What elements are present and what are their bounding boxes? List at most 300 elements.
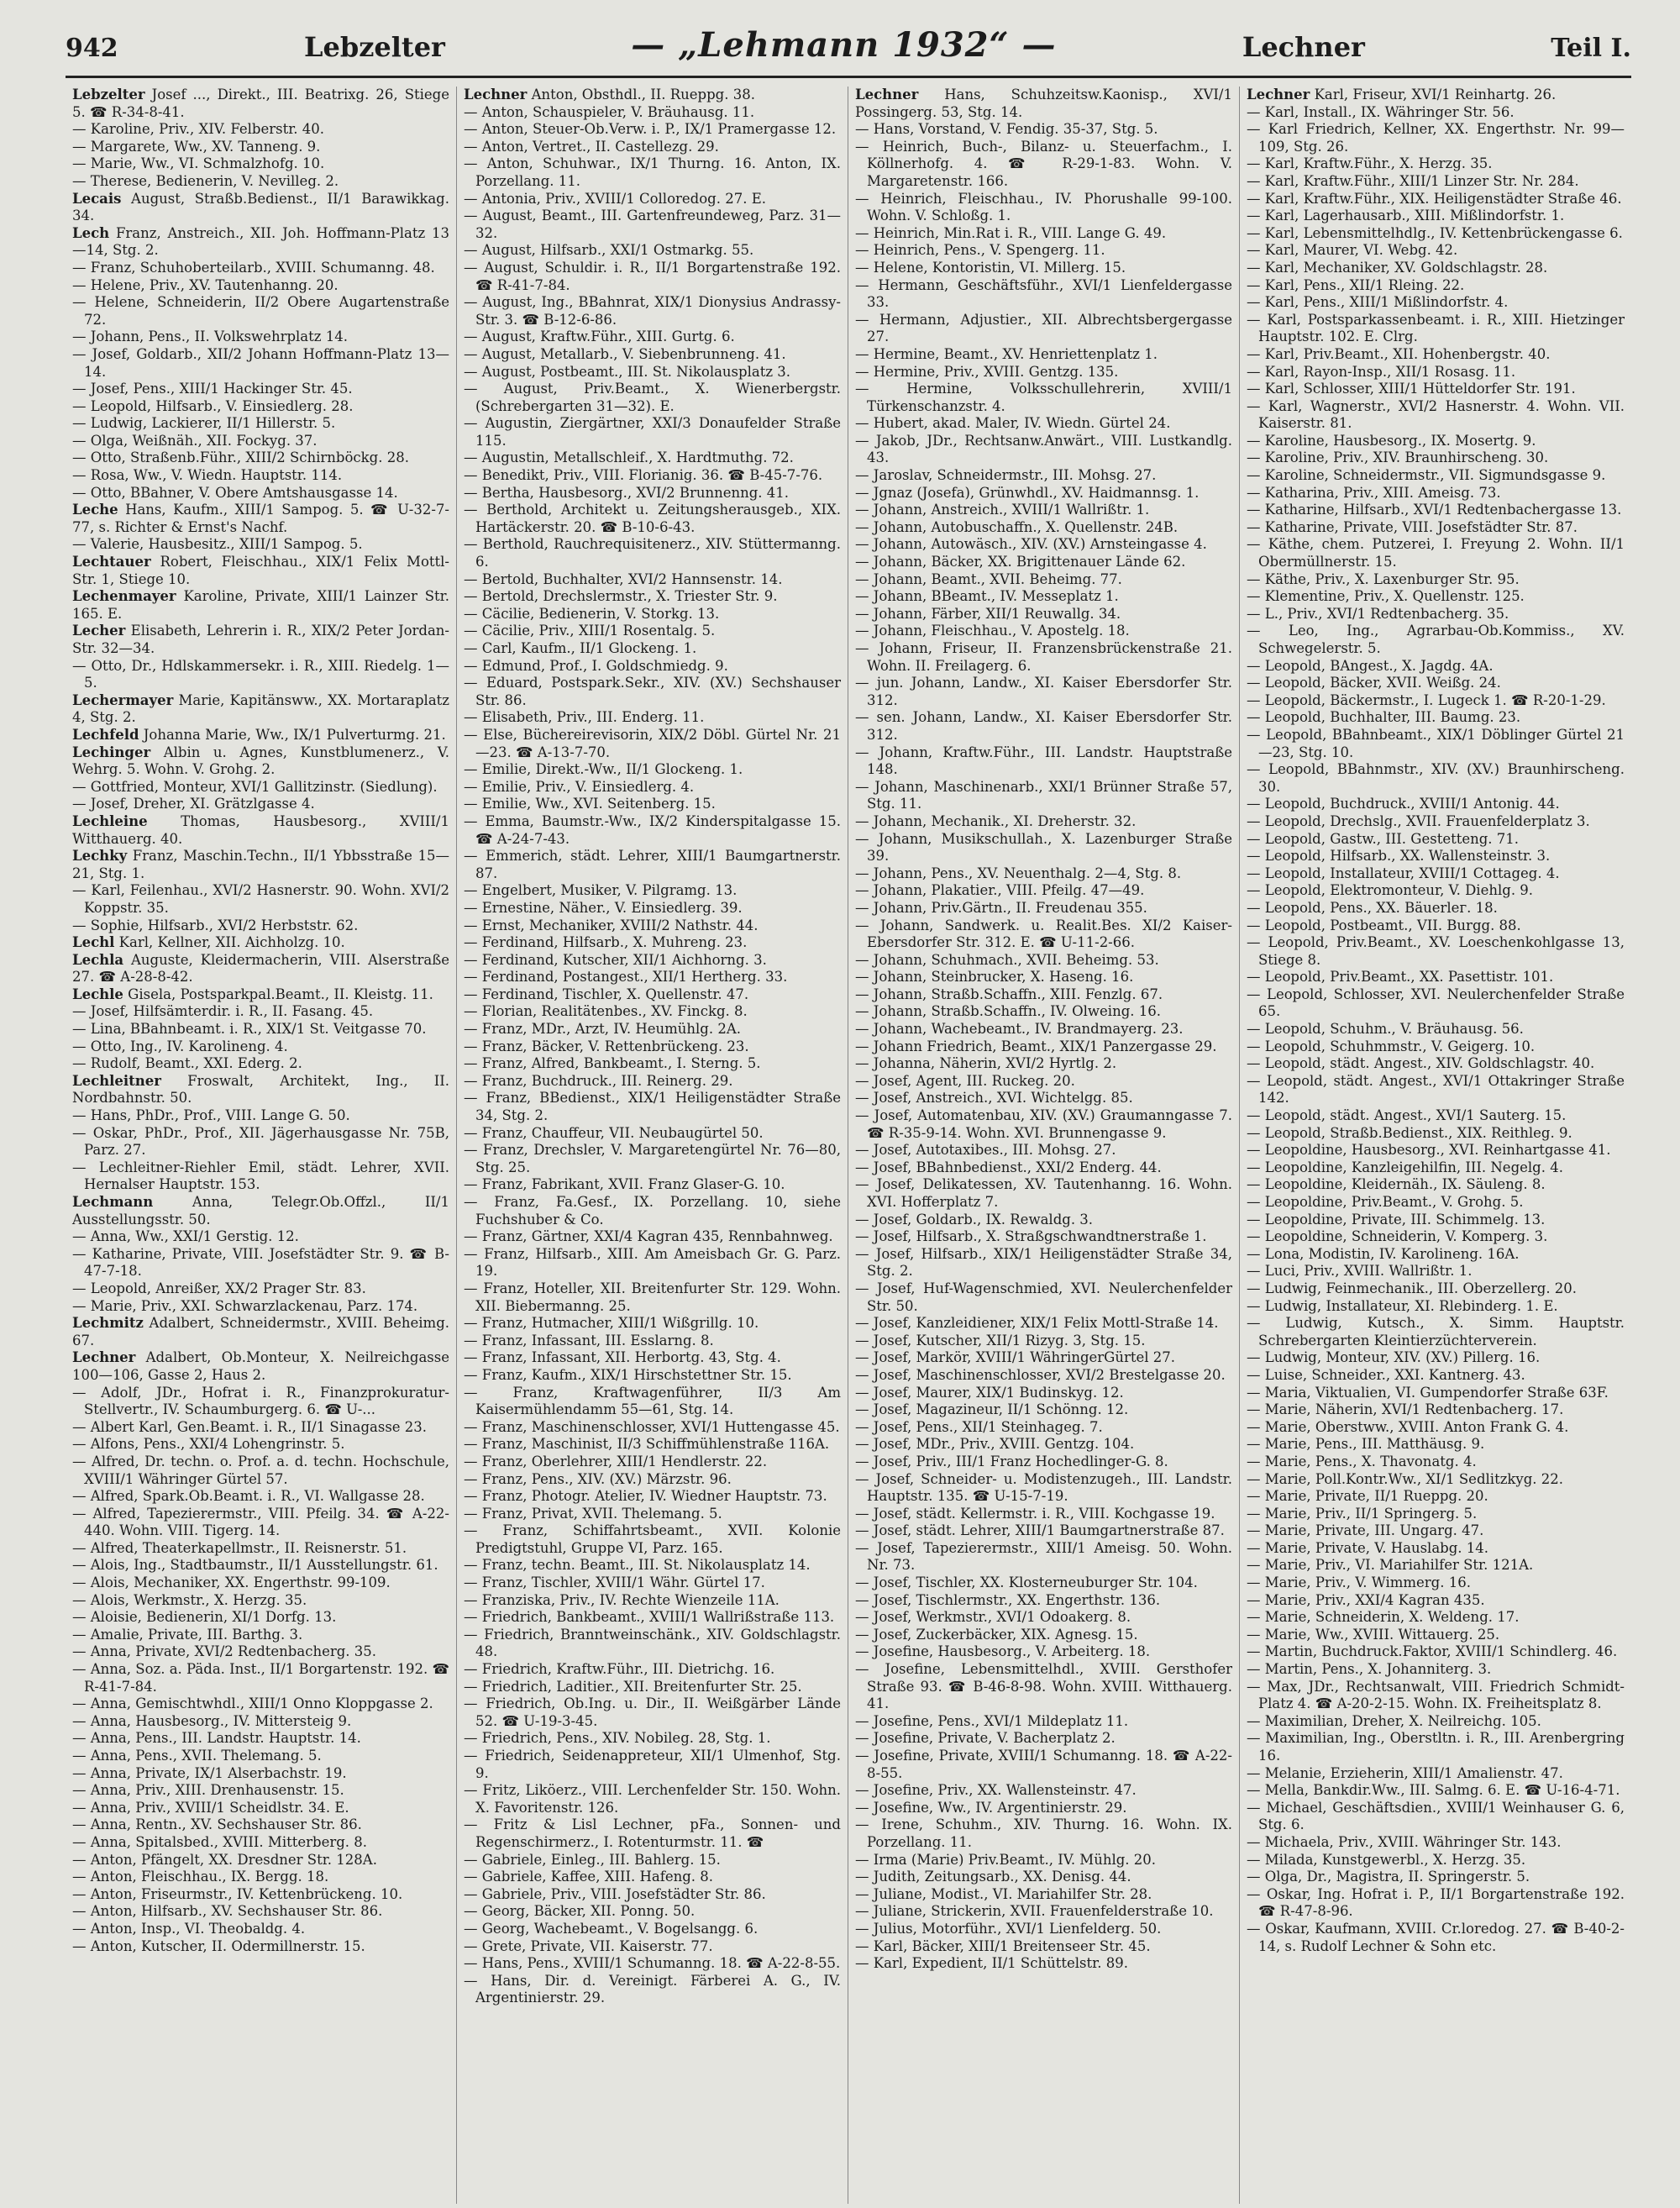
entry-text: — Amalie, Private, III. Barthg. 3. [72,1626,303,1643]
entry-text: — Franziska, Priv., IV. Rechte Wienzeile 11A. [464,1591,780,1608]
directory-entry [72,1921,449,1938]
entry-surname: Lechle [72,986,123,1002]
entry-text: — Gottfried, Monteur, XVI/1 Gallitzinstr. (Siedlung). [72,778,438,795]
entry-text: — Ludwig, Feinmechanik., III. Oberzellerg. 20. [1247,1280,1578,1296]
entry-text: — Leopold, Schuhmmstr., V. Geigerg. 10. [1247,1038,1536,1054]
directory-entry [1247,294,1625,312]
entry-text: Anna, Telegr.Ob.Offzl., II/1 Ausstellungsstr. 50. [72,1194,449,1228]
directory-entry [855,1782,1232,1800]
directory-entry [464,1695,841,1730]
entry-text: — Cäcilie, Priv., XIII/1 Rosentalg. 5. [464,623,716,639]
directory-entry [464,449,841,467]
entry-text: — Jakob, JDr., Rechtsanw.Anwärt., VIII. Lustkandlg. 43. [855,432,1232,466]
entry-text: — Leopold, Postbeamt., VII. Burgg. 88. [1247,917,1521,933]
entry-text: — Ernst, Mechaniker, XVIII/2 Nathstr. 44. [464,917,759,933]
directory-entry [72,173,449,191]
directory-entry [464,1609,841,1627]
directory-entry [1247,1643,1625,1661]
entry-text: — Käthe, chem. Putzerei, I. Freyung 2. Wohn. II/1 Obermüllnerstr. 15. [1247,536,1625,570]
directory-entry [464,87,841,104]
entry-text: — Marie, Priv., XXI. Schwarzlackenau, Parz. 174. [72,1297,418,1314]
directory-entry [855,312,1232,346]
directory-entry [855,1816,1232,1851]
directory-entry [72,433,449,450]
entry-text: — Fritz & Lisl Lechner, pFa., Sonnen- und Regenschirmerz., I. Rotenturmstr. 11. ☎ [464,1816,841,1850]
entry-text: — Ludwig, Lackierer, II/1 Hillerstr. 5. [72,415,336,432]
directory-entry [72,779,449,796]
entry-surname: Lechner [72,1349,136,1366]
entry-text: — Josef, Autotaxibes., III. Mohsg. 27. [855,1142,1116,1159]
directory-columns [66,87,1631,2204]
entry-text: — Josef, Werkmstr., XVI/1 Odoakerg. 8. [855,1609,1131,1626]
directory-entry [464,848,841,882]
directory-entry [1247,1212,1625,1229]
entry-text: — Friedrich, Branntweinschänk., XIV. Goldschlagstr. 48. [464,1626,841,1660]
entry-text: — Anna, Gemischtwhdl., XIII/1 Onno Kloppgasse 2. [72,1695,433,1712]
entry-text: — Emilie, Ww., XVI. Seitenberg. 15. [464,796,716,812]
entry-text: — Katharina, Priv., XIII. Ameisg. 73. [1247,484,1501,501]
directory-entry [855,1107,1232,1142]
directory-entry [855,1869,1232,1886]
directory-entry [72,1038,449,1056]
entry-surname: Lechfeld [72,726,139,743]
directory-entry [855,1315,1232,1333]
directory-entry [72,1816,449,1834]
entry-text: — Oskar, Kaufmann, XVIII. Cr.loredog. 27. ☎ B-40-2-14, s. Rudolf Lechner & Sohn etc. [1247,1920,1625,1954]
directory-entry [464,1748,841,1782]
directory-entry [464,1003,841,1021]
directory-entry [1247,865,1625,883]
directory-entry [72,139,449,156]
directory-entry [72,449,449,467]
entry-text: — Irene, Schuhm., XIV. Thurng. 16. Wohn. IX. Porzellang. 11. [855,1816,1232,1850]
entry-text: — Leopold, Bäcker, XVII. Weißg. 24. [1247,675,1501,691]
entry-text: — Antonia, Priv., XVIII/1 Colloredog. 27. E. [464,190,766,207]
directory-entry [72,1782,449,1800]
entry-text: — Albert Karl, Gen.Beamt. i. R., II/1 Sinagasse 23. [72,1418,428,1435]
entry-text: August, Straßb.Bedienst., II/1 Barawikkag. 34. [72,190,449,224]
entry-text: — Leopold, städt. Angest., XIV. Goldschlagstr. 40. [1247,1055,1595,1072]
entry-text: — Marie, Ww., VI. Schmalzhofg. 10. [72,155,325,172]
entry-text: — Otto, BBahner, V. Obere Amtshausgasse 14. [72,484,398,501]
entry-text: — Leopoldine, Private, III. Schimmelg. 13. [1247,1211,1546,1228]
directory-entry [1247,1713,1625,1731]
directory-entry [1247,312,1625,346]
directory-entry [855,1609,1232,1627]
entry-text: — Georg, Bäcker, XII. Ponng. 50. [464,1903,696,1920]
entry-text: — Leo, Ing., Agrarbau-Ob.Kommiss., XV. Schwegelerstr. 5. [1247,623,1625,656]
directory-entry [1247,1488,1625,1506]
directory-entry [855,554,1232,571]
directory-entry [855,433,1232,467]
directory-entry [1247,1401,1625,1419]
entry-text: — Emilie, Direkt.-Ww., II/1 Glockeng. 1. [464,761,743,778]
directory-entry [1247,900,1625,917]
entry-surname: Lechenmayer [72,588,176,605]
directory-entry [464,1280,841,1315]
entry-surname: Lecais [72,190,122,207]
directory-entry [1247,433,1625,450]
entry-text: — Josef, Delikatessen, XV. Tautenhanng. 16. Wohn. XVI. Hofferplatz 7. [855,1176,1232,1210]
directory-entry [1247,1540,1625,1558]
entry-text: — jun. Johann, Landw., XI. Kaiser Ebersdorfer Str. 312. [855,675,1232,708]
directory-entry [464,485,841,502]
directory-entry [464,1471,841,1489]
entry-text: — Leopoldine, Kanzleigehilfin, III. Negelg. 4. [1247,1159,1563,1175]
entry-text: — Hans, Vorstand, V. Fendig. 35-37, Stg. 5. [855,121,1158,138]
directory-entry [1247,1921,1625,1955]
entry-text: — Anna, Priv., XIII. Drenhausenstr. 15. [72,1782,344,1799]
entry-text: — Josefine, Pens., XVI/1 Mildeplatz 11. [855,1712,1129,1729]
directory-entry [72,1834,449,1852]
entry-text: — Johanna, Näherin, XVI/2 Hyrtlg. 2. [855,1055,1117,1072]
entry-text: — Else, Büchereirevisorin, XIX/2 Döbl. Gürtel Nr. 21—23. ☎ A-13-7-70. [464,726,841,760]
entry-text: — Franz, Pens., XIV. (XV.) Märzstr. 96. [464,1470,732,1487]
entry-text: — Irma (Marie) Priv.Beamt., IV. Mühlg. 20. [855,1851,1157,1868]
directory-entry [855,1506,1232,1523]
entry-text: — Anton, Fleischhau., IX. Bergg. 18. [72,1869,329,1885]
directory-entry [72,727,449,744]
entry-surname: Leche [72,502,118,518]
entry-text: — Aloisie, Bedienerin, XI/1 Dorfg. 13. [72,1609,337,1626]
entry-text: — Anna, Pens., III. Landstr. Hauptstr. 14. [72,1730,361,1747]
entry-surname: Lechl [72,934,115,951]
entry-text: Johanna Marie, Ww., IX/1 Pulverturmg. 21. [139,726,446,743]
directory-entry [72,536,449,554]
entry-text: — Johann, Priv.Gärtn., II. Freudenau 355. [855,899,1147,916]
directory-entry [72,1540,449,1558]
directory-entry [855,1471,1232,1506]
directory-entry [855,1436,1232,1454]
directory-entry [464,1730,841,1748]
directory-entry [464,779,841,796]
entry-text: Gisela, Postsparkpal.Beamt., II. Kleistg. 11. [123,986,433,1002]
entry-text: — Josef, Hilfsämterdir. i. R., II. Fasang. 45. [72,1003,374,1020]
entry-text: — August, Hilfsarb., XXI/1 Ostmarkg. 55. [464,242,754,259]
entry-text: — August, Metallarb., V. Siebenbrunneng. 41. [464,345,786,362]
entry-text: — Karl, Maurer, VI. Webg. 42. [1247,242,1458,259]
entry-text: — Josef, Automatenbau, XIV. (XV.) Graumanngasse 7. ☎ R-35-9-14. Wohn. XVI. Brunnengasse 9. [855,1107,1232,1141]
entry-text: — Josef, Kanzleidiener, XIX/1 Felix Mottl-Straße 14. [855,1315,1219,1332]
directory-entry [464,260,841,294]
entry-text: — Carl, Kaufm., II/1 Glockeng. 1. [464,640,697,656]
entry-surname: Lebzelter [72,87,145,103]
entry-text: — Ferdinand, Tischler, X. Quellenstr. 47. [464,986,749,1002]
entry-text: Marie, Kapitänsww., XX. Mortaraplatz 4, Stg. 2. [72,691,449,726]
entry-text: — Fritz, Liköerz., VIII. Lerchenfelder Str. 150. Wohn. X. Favoritenstr. 126. [464,1782,841,1816]
directory-entry [1247,813,1625,831]
entry-text: — Friedrich, Kraftw.Führ., III. Dietrichg. 16. [464,1661,775,1678]
entry-text: — Johann, Straßb.Schaffn., IV. Olweing. 16. [855,1003,1162,1020]
directory-entry [464,1055,841,1073]
directory-entry [1247,606,1625,623]
entry-text: — Franz, Gärtner, XXI/4 Kagran 435, Rennbahnweg. [464,1228,833,1245]
entry-text: — Josef, Goldarb., IX. Rewaldg. 3. [855,1211,1094,1228]
directory-entry [1247,1194,1625,1212]
entry-text: — Josefine, Private, V. Bacherplatz 2. [855,1730,1116,1747]
directory-entry [72,796,449,813]
directory-entry [72,1298,449,1316]
entry-text: — Anton, Kutscher, II. Odermillnerstr. 15. [72,1937,365,1954]
entry-surname: Lechermayer [72,691,174,708]
entry-text: — Anna, Soz. a. Päda. Inst., II/1 Borgartenstr. 192. ☎ R-41-7-84. [72,1661,449,1695]
directory-entry [1247,1176,1625,1194]
entry-text: — Katharine, Private, VIII. Josefstädter Str. 9. ☎ B-47-7-18. [72,1245,449,1280]
directory-entry [1247,1125,1625,1143]
entry-text: — Ludwig, Monteur, XIV. (XV.) Pillerg. 16. [1247,1349,1541,1366]
directory-entry [72,87,449,121]
entry-text: — Josef, städt. Kellermstr. i. R., VIII. Kochgasse 19. [855,1505,1215,1522]
entry-text: Anton, Obsthdl., II. Rueppg. 38. [527,87,755,103]
directory-entry [72,1713,449,1731]
entry-text: — August, Postbeamt., III. St. Nikolausplatz 3. [464,363,791,380]
entry-text: — Anton, Vertret., II. Castellezg. 29. [464,138,719,155]
directory-entry [72,1488,449,1506]
directory-entry [1247,1800,1625,1834]
entry-text: — Gabriele, Einleg., III. Bahlerg. 15. [464,1851,721,1868]
entry-text: — Anton, Schuhwar., IX/1 Thurng. 16. Anton, IX. Porzellang. 11. [464,155,841,189]
directory-entry [72,1748,449,1765]
directory-entry [1247,796,1625,813]
directory-entry [1247,1782,1625,1800]
header-right-word: Lechner [1242,31,1365,63]
directory-entry [464,1973,841,2007]
directory-entry [464,1592,841,1610]
directory-entry [72,1869,449,1886]
directory-entry [464,1090,841,1124]
entry-text: — Friedrich, Bankbeamt., XVIII/1 Wallrißstraße 113. [464,1609,835,1626]
directory-entry [464,952,841,970]
directory-entry [464,1142,841,1176]
entry-text: — Johann, Autowäsch., XIV. (XV.) Arnsteingasse 4. [855,536,1207,553]
directory-entry [1247,104,1625,122]
directory-entry [72,554,449,588]
directory-entry [855,1333,1232,1350]
directory-entry [1247,1834,1625,1852]
entry-text: — Friedrich, Pens., XIV. Nobileg. 28, Stg. 1. [464,1730,771,1747]
directory-entry [855,1142,1232,1159]
directory-entry [72,155,449,173]
directory-entry [855,1454,1232,1471]
entry-text: — Juliane, Modist., VI. Mariahilfer Str. 28. [855,1885,1152,1902]
directory-entry [72,191,449,225]
directory-entry [72,1886,449,1904]
entry-text: — Bertold, Drechslermstr., X. Triester Str. 9. [464,588,778,605]
directory-entry [1247,969,1625,986]
directory-entry [464,1488,841,1506]
column-2 [457,87,848,2204]
directory-entry [855,242,1232,260]
entry-text: — Anton, Pfängelt, XX. Dresdner Str. 128A. [72,1851,377,1868]
entry-text: — Engelbert, Musiker, V. Pilgramg. 13. [464,882,738,899]
entry-text: — Anna, Spitalsbed., XVIII. Mitterberg. 8. [72,1833,368,1850]
directory-entry [855,277,1232,312]
directory-entry [855,1955,1232,1973]
entry-text: — Leopold, städt. Angest., XVI/1 Sauterg. 15. [1247,1107,1567,1124]
entry-text: — Emmerich, städt. Lehrer, XIII/1 Baumgartnerstr. 87. [464,848,841,881]
directory-entry [464,675,841,709]
directory-entry [855,346,1232,364]
entry-text: — Michaela, Priv., XVIII. Währinger Str. 143. [1247,1833,1562,1850]
directory-entry [855,623,1232,640]
directory-entry [464,623,841,640]
entry-text: — Leopold, Priv.Beamt., XV. Loeschenkohlgasse 13, Stiege 8. [1247,934,1625,968]
directory-entry [72,1194,449,1228]
directory-entry [855,1852,1232,1869]
entry-text: — Leopoldine, Kleidernäh., IX. Säuleng. 8. [1247,1176,1546,1193]
directory-entry [464,1522,841,1557]
entry-text: Robert, Fleischhau., XIX/1 Felix Mottl-Str. 1, Stiege 10. [72,554,449,587]
entry-text: — Johann, Fleischhau., V. Apostelg. 18. [855,623,1130,639]
entry-text: — Alfred, Theaterkapellmstr., II. Reisnerstr. 51. [72,1539,407,1556]
directory-entry [1247,1107,1625,1125]
entry-text: — Franz, Hutmacher, XIII/1 Wißgrillg. 10. [464,1315,759,1332]
entry-text: — Gabriele, Priv., VIII. Josefstädter Str. 86. [464,1885,766,1902]
entry-text: — Jgnaz (Josefa), Grünwhdl., XV. Haidmannsg. 1. [855,484,1200,501]
directory-entry [464,1557,841,1575]
directory-entry [855,1730,1232,1748]
entry-text: — Karl, Pens., XII/1 Rleing. 22. [1247,276,1465,293]
directory-entry [72,260,449,277]
directory-entry [855,744,1232,779]
directory-entry [464,1367,841,1385]
directory-entry [855,1038,1232,1056]
entry-text: — Benedikt, Priv., VIII. Florianig. 36. ☎ B-45-7-76. [464,467,823,484]
entry-text: — Marie, Priv., VI. Mariahilfer Str. 121A. [1247,1557,1534,1574]
directory-entry [464,1194,841,1228]
entry-text: — Anton, Steuer-Ob.Verw. i. P., IX/1 Pramergasse 12. [464,121,837,138]
directory-entry [72,744,449,779]
directory-entry [464,1038,841,1056]
entry-text: — August, Ing., BBahnrat, XIX/1 Dionysius Andrassy-Str. 3. ☎ B-12-6-86. [464,294,841,328]
entry-text: — Anton, Schauspieler, V. Bräuhausg. 11. [464,103,755,120]
directory-entry [72,277,449,295]
directory-entry [1247,1228,1625,1246]
entry-text: — Hubert, akad. Maler, IV. Wiedn. Gürtel 24. [855,415,1171,432]
directory-entry [855,1212,1232,1229]
entry-text: — Josef, Tischler, XX. Klosterneuburger Str. 104. [855,1575,1198,1591]
entry-text: Auguste, Kleidermacherin, VIII. Alserstraße 27. ☎ A-28-8-42. [72,951,449,986]
directory-entry [1247,381,1625,398]
directory-entry [1247,692,1625,710]
directory-entry [72,1107,449,1125]
directory-entry [855,225,1232,243]
directory-entry [1247,1557,1625,1575]
entry-text: — Ferdinand, Kutscher, XII/1 Aichhorng. 3. [464,951,767,968]
entry-text: — Franz, Schiffahrtsbeamt., XVII. Kolonie Predigtstuhl, Gruppe VI, Parz. 165. [464,1522,841,1556]
entry-text: — Anna, Ww., XXI/1 Gerstig. 12. [72,1228,299,1245]
entry-text: — August, Beamt., III. Gartenfreundeweg, Parz. 31—32. [464,208,841,241]
entry-text: — Johann, Wachebeamt., IV. Brandmayerg. 23. [855,1021,1184,1038]
directory-entry [855,1367,1232,1385]
directory-entry [1247,1471,1625,1489]
entry-text: — Johann, Beamt., XVII. Beheimg. 77. [855,570,1122,587]
entry-text: — Käthe, Priv., X. Laxenburger Str. 95. [1247,570,1520,587]
directory-entry [464,882,841,900]
directory-entry [1247,1349,1625,1367]
entry-text: Josef ..., Direkt., III. Beatrixg. 26, Stiege 5. ☎ R-34-8-41. [72,87,449,120]
directory-entry [1247,536,1625,570]
entry-text: — Leopold, Gastw., III. Gestetteng. 71. [1247,830,1520,847]
entry-text: — Josef, städt. Lehrer, XIII/1 Baumgartnerstraße 87. [855,1522,1225,1539]
entry-text: — Marie, Private, III. Ungarg. 47. [1247,1522,1484,1539]
directory-entry [1247,1627,1625,1644]
entry-text: — Berthold, Architekt u. Zeitungsherausgeb., XIX. Hartäckerstr. 20. ☎ B-10-6-43. [464,502,841,535]
entry-text: — Josefine, Private, XVIII/1 Schumanng. 18. ☎ A-22-8-55. [855,1748,1232,1781]
entry-text: — Karl, Kraftw.Führ., X. Herzg. 35. [1247,155,1493,172]
directory-entry [1247,191,1625,208]
directory-entry [72,329,449,346]
header-left-word: Lebzelter [303,31,445,63]
directory-entry [855,1713,1232,1731]
directory-entry [855,519,1232,537]
entry-text: — sen. Johann, Landw., XI. Kaiser Ebersdorfer Str. 312. [855,709,1232,743]
directory-entry [72,121,449,139]
entry-text: — Alfons, Pens., XXI/4 Lohengrinstr. 5. [72,1436,345,1453]
directory-entry [1247,1454,1625,1471]
entry-text: — Helene, Priv., XV. Tautenhanng. 20. [72,276,339,293]
entry-text: — Karl Friedrich, Kellner, XX. Engerthstr. Nr. 99—109, Stg. 26. [1247,121,1625,155]
entry-text: — Rosa, Ww., V. Wiedn. Hauptstr. 114. [72,467,343,484]
entry-text: — Josef, Zuckerbäcker, XIX. Agnesg. 15. [855,1626,1138,1643]
directory-entry [464,1886,841,1904]
directory-entry [464,900,841,917]
entry-surname: Lechinger [72,744,151,760]
directory-entry [1247,155,1625,173]
directory-entry [464,986,841,1004]
entry-text: — Lechleitner-Riehler Emil, städt. Lehrer, XVII. Hernalser Hauptstr. 153. [72,1159,449,1193]
directory-entry [855,986,1232,1004]
entry-text: — Josef, Tischlermstr., XX. Engerthstr. 136. [855,1591,1161,1608]
directory-entry [855,1176,1232,1211]
entry-text: — Johann, Pens., II. Volkswehrplatz 14. [72,329,348,345]
entry-text: — Leopold, BBahnbeamt., XIX/1 Döblinger Gürtel 21—23, Stg. 10. [1247,726,1625,760]
entry-text: — Johann, Maschinenarb., XXI/1 Brünner Straße 57, Stg. 11. [855,778,1232,812]
directory-entry [464,1903,841,1921]
entry-text: — Hermann, Adjustier., XII. Albrechtsbergergasse 27. [855,311,1232,345]
entry-text: — Franz, Infassant, XII. Herbortg. 43, Stg. 4. [464,1349,781,1366]
directory-entry [1247,1159,1625,1177]
entry-text: — August, Kraftw.Führ., XIII. Gurtg. 6. [464,329,735,345]
directory-entry [1247,1021,1625,1038]
entry-text: — Johann, Pens., XV. Neuenthalg. 2—4, Stg. 8. [855,865,1182,881]
directory-entry [72,1073,449,1107]
entry-text: — Anton, Friseurmstr., IV. Kettenbrückeng. 10. [72,1885,403,1902]
directory-entry [1247,1280,1625,1298]
directory-entry [1247,1679,1625,1713]
directory-entry [1247,675,1625,692]
directory-entry [855,1073,1232,1091]
directory-entry [464,1021,841,1038]
entry-text: — Maximilian, Ing., Oberstltn. i. R., III. Arenbergring 16. [1247,1730,1625,1764]
entry-text: — Alois, Werkmstr., X. Herzg. 35. [72,1591,307,1608]
directory-entry [464,381,841,415]
directory-entry [855,536,1232,554]
entry-text: — Leopold, Straßb.Bedienst., XIX. Reithleg. 9. [1247,1124,1572,1141]
entry-text: — Franz, Maschinist, II/3 Schiffmühlenstraße 116A. [464,1436,830,1453]
entry-text: — Eduard, Postspark.Sekr., XIV. (XV.) Sechshauser Str. 86. [464,675,841,708]
directory-entry [72,1609,449,1627]
entry-text: — Hans, Pens., XVIII/1 Schumanng. 18. ☎ A-22-8-55. [464,1955,841,1972]
entry-surname: Lechla [72,951,124,968]
entry-text: — Leopold, Hilfsarb., V. Einsiedlerg. 28. [72,397,354,414]
entry-text: — Juliane, Strickerin, XVII. Frauenfelderstraße 10. [855,1903,1214,1920]
directory-entry [1247,485,1625,502]
entry-text: — Franz, Photogr. Atelier, IV. Wiedner Hauptstr. 73. [464,1488,827,1505]
directory-entry [72,1903,449,1921]
directory-entry [464,1679,841,1696]
entry-text: — Therese, Bedienerin, V. Nevilleg. 2. [72,172,339,189]
